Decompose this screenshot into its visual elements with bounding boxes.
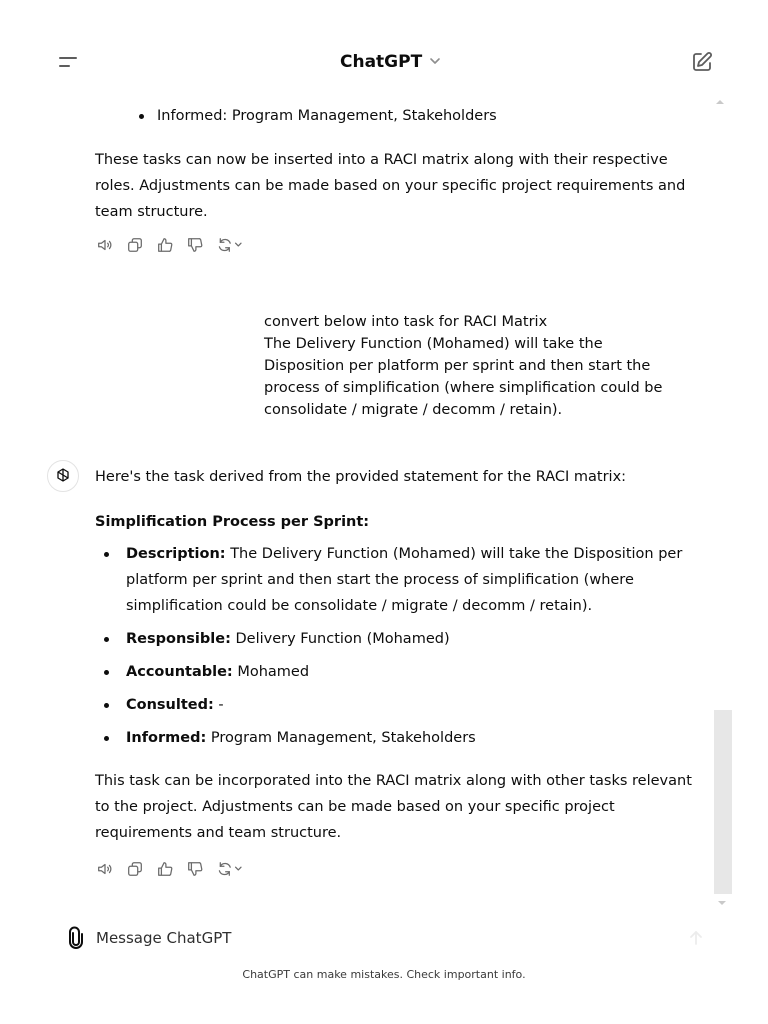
copy-icon[interactable] [125, 235, 145, 255]
regenerate-icon[interactable] [215, 235, 249, 255]
list-item-responsible: Responsible: Delivery Function (Mohamed) [95, 626, 705, 652]
list-item: Informed: Program Management, Stakeholders [130, 103, 690, 129]
assistant-intro: Here's the task derived from the provided statement for the RACI matrix: [95, 469, 627, 485]
read-aloud-icon[interactable] [95, 235, 115, 255]
scroll-up-arrow[interactable] [716, 100, 724, 104]
disclaimer-text: ChatGPT can make mistakes. Check important info. [242, 968, 526, 981]
scroll-down-arrow[interactable] [718, 901, 726, 905]
list-item-consulted: Consulted: - [95, 692, 705, 718]
top-bar [0, 0, 768, 96]
scrollbar-thumb[interactable] [714, 710, 732, 894]
assistant-avatar [47, 460, 79, 492]
app-title: ChatGPT [340, 52, 423, 72]
chevron-down-icon [428, 53, 442, 72]
regenerate-icon[interactable] [215, 859, 249, 879]
message-input[interactable] [96, 924, 676, 952]
read-aloud-icon[interactable] [95, 859, 115, 879]
list-item-accountable: Accountable: Mohamed [95, 659, 705, 685]
list-item-informed: Informed: Program Management, Stakeholders [95, 725, 705, 751]
thumbs-up-icon[interactable] [155, 235, 175, 255]
paperclip-icon[interactable] [64, 926, 88, 950]
task-heading: Simplification Process per Sprint: [95, 514, 370, 530]
previous-response-paragraph: These tasks can now be inserted into a RACI matrix along with their respective roles. Adjustments can be made based on your specific project requirements and team structure. [95, 152, 686, 220]
arrow-up-icon[interactable] [686, 928, 706, 948]
thumbs-up-icon[interactable] [155, 859, 175, 879]
menu-icon[interactable] [56, 50, 80, 74]
thumbs-down-icon[interactable] [185, 235, 205, 255]
raci-task-list [95, 541, 705, 758]
new-chat-icon[interactable] [690, 50, 714, 74]
conversation-area[interactable] [0, 96, 768, 908]
list-item-description: Description: The Delivery Function (Mohamed) will take the Disposition per platform per sprint and then start the process of simplification (where simplification could be consolidate / migrate / decomm / retain). [95, 541, 705, 619]
message-actions [95, 235, 249, 255]
user-message: convert below into task for RACI Matrix The Delivery Function (Mohamed) will take the Disposition per platform per sprint and then start the process of simplification (where simplification could be consolidate / migrate / decomm / retain). [264, 314, 663, 418]
message-composer [56, 918, 716, 958]
openai-logo-icon [53, 466, 73, 486]
copy-icon[interactable] [125, 859, 145, 879]
previous-bullet-list [130, 103, 690, 136]
assistant-closing: This task can be incorporated into the RACI matrix along with other tasks relevant to the project. Adjustments can be made based on your specific project requirements and team structure. [95, 773, 692, 841]
message-actions [95, 859, 249, 879]
model-selector[interactable] [340, 50, 442, 74]
thumbs-down-icon[interactable] [185, 859, 205, 879]
